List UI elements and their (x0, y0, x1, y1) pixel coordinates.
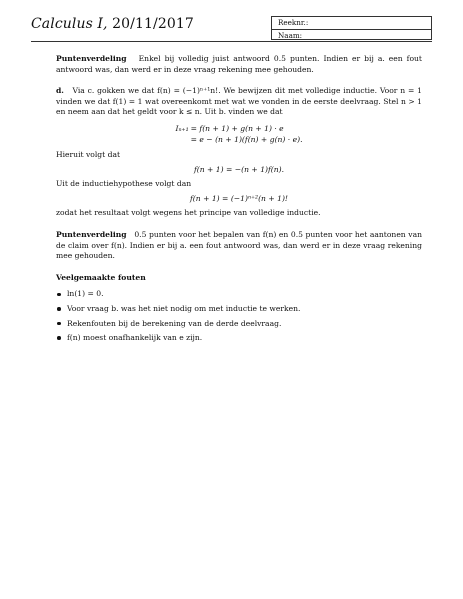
equation-integral-line2: = e − (n + 1)(f(n) + g(n) · e). (190, 134, 303, 144)
reeknr-field: Reeknr.: (278, 18, 309, 27)
grading-text-2: 0.5 punten voor het bepalen van f(n) en 0.5 punten voor het aantonen van de claim over f(n). Indien er bij a. een fout antwoord was, dan werd er in deze vraag rekening mee gehouden. (56, 229, 422, 261)
induction-text: Uit de inductiehypothese volgt dan (56, 179, 192, 189)
equation-integral (56, 123, 422, 145)
header-rule (31, 41, 432, 42)
part-d-paragraph (56, 86, 422, 118)
mistakes-list (56, 289, 422, 343)
bullet-icon (57, 293, 61, 297)
equation-recurrence: f(n + 1) = −(n + 1)f(n). (193, 164, 285, 174)
list-item: ln(1) = 0. (56, 289, 422, 300)
bullet-icon (57, 322, 61, 326)
student-info-box (271, 16, 432, 40)
equation-integral-line1: = f(n + 1) + g(n + 1) · e (190, 123, 284, 133)
naam-field: Naam: (272, 29, 431, 42)
document-body (56, 54, 422, 348)
equation-integral-lhs: Iₙ₊₁ (175, 123, 189, 133)
list-item: Rekenfouten bij de berekening van de derde deelvraag. (56, 319, 422, 330)
list-item: f(n) moest onafhankelijk van e zijn. (56, 333, 422, 344)
mistakes-heading: Veelgemaakte fouten (56, 272, 146, 282)
bullet-icon (57, 307, 61, 311)
grading-paragraph-1 (56, 54, 422, 75)
list-item: Voor vraag b. was het niet nodig om met inductie te werken. (56, 304, 422, 315)
grading-label-2: Puntenverdeling (56, 229, 127, 239)
equation-result: f(n + 1) = (−1)ⁿ⁺²(n + 1)! (190, 193, 288, 203)
hieruit-text: Hieruit volgt dat (56, 149, 121, 159)
document-title (31, 16, 194, 32)
grading-text-1: Enkel bij volledig juist antwoord 0.5 punten. Indien er bij a. een fout antwoord was, dan werd er in deze vraag rekening mee gehouden. (56, 54, 422, 74)
conclusion-text: zodat het resultaat volgt wegens het principe van volledige inductie. (56, 208, 321, 218)
course-title: Calculus I, (31, 16, 108, 32)
exam-date: 20/11/2017 (112, 16, 194, 32)
part-d-text: Via c. gokken we dat f(n) = (−1)ⁿ⁺¹n!. We bewijzen dit met volledige inductie. Voor n = 1 vinden we dat f(1) = 1 wat overeenkomt met wat we vonden in de eerste deelvraag. Stel n > 1 en neem aan dat het geldt voor k ≤ n. Uit b. vinden we dat (56, 86, 422, 117)
grading-paragraph-2 (56, 230, 422, 262)
grading-label-1: Puntenverdeling (56, 54, 127, 63)
bullet-icon (57, 336, 61, 340)
part-d-label: d. (56, 86, 64, 96)
